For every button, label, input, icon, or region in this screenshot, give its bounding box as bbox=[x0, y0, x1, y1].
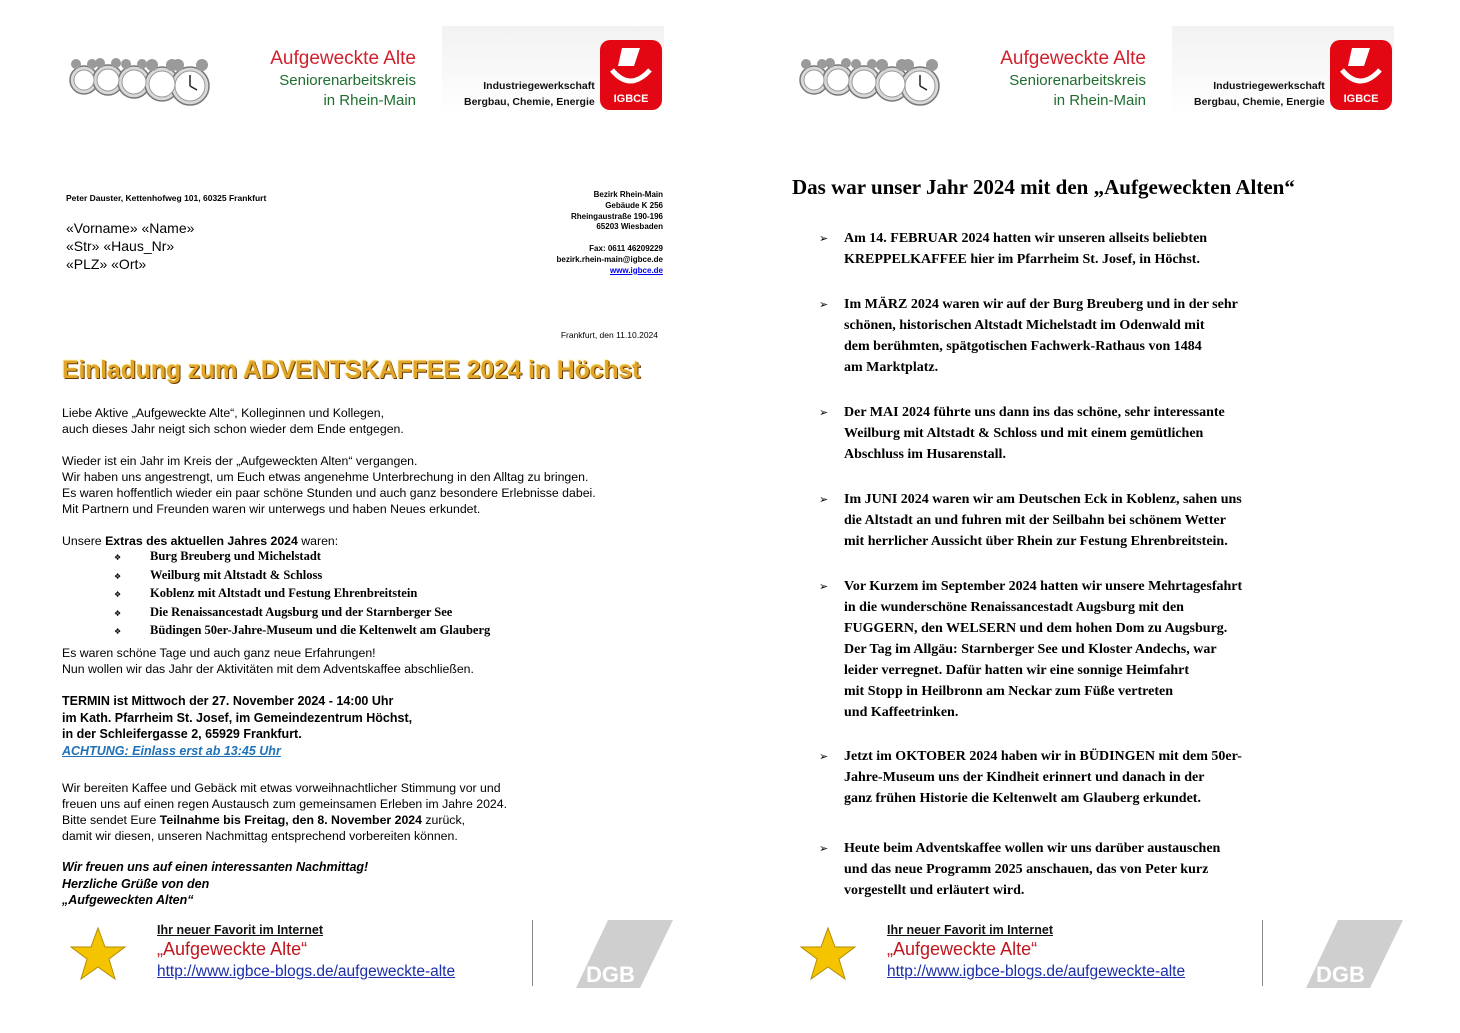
arrow-bullet-icon: ➢ bbox=[819, 750, 829, 763]
review-line: Weilburg mit Altstadt & Schloss und mit einem gemütlichen bbox=[844, 426, 1204, 441]
paragraph-line bbox=[62, 812, 507, 828]
rsvp-pre: Bitte sendet Eure bbox=[62, 813, 160, 827]
intro-paragraph bbox=[62, 453, 596, 517]
review-item bbox=[819, 746, 1324, 809]
diamond-bullet-icon: ❖ bbox=[114, 608, 122, 618]
footer-banner bbox=[792, 920, 1404, 988]
org-name-line2: Seniorenarbeitskreis bbox=[1009, 72, 1146, 89]
list-item-text: Büdingen 50er-Jahre-Museum und die Keltenwelt am Glauberg bbox=[150, 623, 491, 637]
admission-notice: ACHTUNG: Einlass erst ab 13:45 Uhr bbox=[62, 743, 281, 758]
arrow-bullet-icon: ➢ bbox=[819, 842, 829, 855]
paragraph-line: Es waren schöne Tage und auch ganz neue Erfahrungen! bbox=[62, 646, 376, 660]
review-line: und Kaffeetrinken. bbox=[844, 705, 959, 720]
dgb-logo-text: DGB bbox=[586, 962, 635, 987]
review-line: schönen, historischen Altstadt Michelstadt im Odenwald mit bbox=[844, 318, 1205, 333]
favorite-name: „Aufgeweckte Alte“ bbox=[887, 939, 1038, 959]
review-line: Jetzt im OKTOBER 2024 haben wir in BÜDINGEN mit dem 50er- bbox=[844, 749, 1242, 764]
district-line: Bezirk Rhein-Main bbox=[593, 190, 663, 199]
arrow-bullet-icon: ➢ bbox=[819, 406, 829, 419]
district-line: Rheingaustraße 190-196 bbox=[570, 211, 663, 221]
paragraph-line: Nun wollen wir das Jahr der Aktivitäten mit dem Adventskaffee abschließen. bbox=[62, 662, 474, 676]
footer-divider bbox=[1262, 920, 1263, 986]
recipient-line: «Str» «Haus_Nr» bbox=[66, 238, 175, 254]
event-address-line: in der Schleifergasse 2, 65929 Frankfurt. bbox=[62, 727, 302, 741]
igbce-logo-icon bbox=[600, 40, 662, 92]
org-name-line1: Aufgeweckte Alte bbox=[1000, 48, 1146, 69]
review-line: FUGGERN, den WELSERN und dem hohen Dom zu Augsburg. bbox=[844, 621, 1228, 636]
recipient-address bbox=[66, 219, 194, 273]
list-item-text: Burg Breuberg und Michelstadt bbox=[150, 549, 321, 563]
diamond-bullet-icon: ❖ bbox=[114, 571, 122, 581]
paragraph-line: damit wir diesen, unseren Nachmittag entsprechend vorbereiten können. bbox=[62, 829, 458, 843]
dgb-logo bbox=[1298, 920, 1403, 988]
union-name-line1: Industriegewerkschaft bbox=[483, 80, 595, 92]
paragraph-line: Wieder ist ein Jahr im Kreis der „Aufgeweckten Alten“ vergangen. bbox=[62, 454, 418, 468]
org-name-block bbox=[986, 47, 1146, 111]
list-item bbox=[114, 548, 490, 567]
recipient-line: «Vorname» «Name» bbox=[66, 220, 195, 236]
alarm-clocks-image bbox=[66, 40, 216, 116]
extras-intro-pre: Unsere bbox=[62, 534, 106, 548]
star-icon bbox=[800, 926, 856, 982]
diamond-bullet-icon: ❖ bbox=[114, 590, 122, 599]
closing-line: „Aufgeweckten Alten“ bbox=[62, 893, 194, 907]
igbce-logo-text: IGBCE bbox=[613, 93, 649, 105]
union-name bbox=[464, 78, 595, 110]
review-item bbox=[819, 294, 1324, 378]
review-title: Das war unser Jahr 2024 mit den „Aufgeweckten Alten“ bbox=[792, 175, 1295, 199]
extras-list bbox=[114, 548, 490, 641]
review-item bbox=[819, 402, 1324, 465]
arrow-bullet-icon: ➢ bbox=[819, 232, 829, 245]
review-line: dem berühmten, spätgotischen Fachwerk-Rathaus von 1484 bbox=[844, 339, 1202, 354]
footer-divider bbox=[532, 920, 533, 986]
review-line: KREPPELKAFFEE hier im Pfarrheim St. Josef, in Höchst. bbox=[844, 252, 1200, 267]
paragraph-line: Liebe Aktive „Aufgeweckte Alte“, Kolleginnen und Kollegen, bbox=[62, 406, 384, 420]
closing-line: Wir freuen uns auf einen interessanten Nachmittag! bbox=[62, 860, 369, 874]
review-line: Vor Kurzem im September 2024 hatten wir unsere Mehrtagesfahrt bbox=[844, 579, 1243, 594]
district-fax: Fax: 0611 46209229 bbox=[589, 243, 663, 253]
diamond-bullet-icon: ❖ bbox=[114, 627, 122, 636]
review-line: ganz frühen Historie die Keltenwelt am Glauberg erkundet. bbox=[844, 791, 1201, 806]
review-line: Der Tag im Allgäu: Starnberger See und Kloster Andechs, war bbox=[844, 642, 1217, 657]
review-item bbox=[819, 228, 1324, 270]
list-item-text: Koblenz mit Altstadt und Festung Ehrenbreitstein bbox=[150, 586, 418, 600]
list-item bbox=[114, 604, 490, 623]
union-name-line1: Industriegewerkschaft bbox=[1213, 80, 1325, 92]
extras-intro bbox=[62, 533, 338, 549]
footer-banner bbox=[62, 920, 674, 988]
district-spacer bbox=[480, 233, 663, 244]
review-line: Abschluss im Husarenstall. bbox=[844, 447, 1006, 462]
org-name-line1: Aufgeweckte Alte bbox=[270, 48, 416, 69]
event-details bbox=[62, 693, 412, 759]
paragraph-line: Wir bereiten Kaffee und Gebäck mit etwas vorweihnachtlicher Stimmung vor und bbox=[62, 781, 501, 795]
district-address bbox=[480, 190, 663, 276]
invitation-title: Einladung zum ADVENTSKAFFEE 2024 in Höchst bbox=[62, 356, 641, 384]
review-page bbox=[730, 0, 1460, 1033]
arrow-bullet-icon: ➢ bbox=[819, 298, 829, 311]
diamond-bullet-icon: ❖ bbox=[114, 553, 122, 562]
review-line: die Altstadt an und fuhren mit der Seilbahn bei schönem Wetter bbox=[844, 513, 1226, 528]
review-line: Heute beim Adventskaffee wollen wir uns darüber austauschen bbox=[844, 841, 1221, 856]
summary-paragraph bbox=[62, 645, 474, 677]
org-name-line3: in Rhein-Main bbox=[1053, 92, 1146, 109]
favorite-name: „Aufgeweckte Alte“ bbox=[157, 939, 308, 959]
paragraph-line: Wir haben uns angestrengt, um Euch etwas angenehme Unterbrechung in den Alltag zu bringen. bbox=[62, 470, 589, 484]
closing-line: Herzliche Grüße von den bbox=[62, 876, 210, 891]
review-line: leider verregnet. Dafür hatten wir eine sonnige Heimfahrt bbox=[844, 663, 1190, 678]
list-item bbox=[114, 567, 490, 586]
list-item-text: Die Renaissancestadt Augsburg und der Starnberger See bbox=[150, 604, 453, 619]
org-name-line3: in Rhein-Main bbox=[323, 92, 416, 109]
review-item bbox=[819, 576, 1324, 723]
review-line: Im JUNI 2024 waren wir am Deutschen Eck in Koblenz, sahen uns bbox=[844, 492, 1242, 507]
rsvp-paragraph bbox=[62, 780, 507, 844]
rsvp-post: zurück, bbox=[421, 813, 466, 827]
dgb-logo bbox=[568, 920, 673, 988]
review-item bbox=[819, 838, 1324, 901]
extras-intro-post: waren: bbox=[297, 534, 339, 548]
union-name bbox=[1194, 78, 1325, 110]
letter-date: Frankfurt, den 11.10.2024 bbox=[560, 330, 658, 340]
igbce-header bbox=[1172, 26, 1394, 116]
paragraph-line: auch dieses Jahr neigt sich schon wieder dem Ende entgegen. bbox=[62, 422, 404, 436]
igbce-logo bbox=[1330, 40, 1392, 110]
favorite-label: Ihr neuer Favorit im Internet bbox=[157, 923, 324, 937]
extras-intro-bold: Extras des aktuellen Jahres 2024 bbox=[105, 534, 298, 548]
recipient-line: «PLZ» «Ort» bbox=[66, 256, 147, 272]
greeting-paragraph bbox=[62, 405, 404, 437]
igbce-logo bbox=[600, 40, 662, 110]
review-item bbox=[819, 489, 1324, 552]
paragraph-line: Es waren hoffentlich wieder ein paar schöne Stunden und auch ganz besondere Erlebnisse dabei. bbox=[62, 486, 596, 500]
district-line: 65203 Wiesbaden bbox=[596, 222, 663, 232]
igbce-logo-icon bbox=[1330, 40, 1392, 92]
arrow-bullet-icon: ➢ bbox=[819, 493, 829, 506]
event-date-line: TERMIN ist Mittwoch der 27. November 2024 - 14:00 Uhr bbox=[62, 694, 394, 708]
review-line: und das neue Programm 2025 anschauen, das von Peter kurz bbox=[844, 862, 1209, 877]
list-item bbox=[114, 585, 490, 604]
org-name-line2: Seniorenarbeitskreis bbox=[279, 72, 416, 89]
star-icon bbox=[70, 926, 126, 982]
blog-url-link[interactable]: http://www.igbce-blogs.de/aufgeweckte-alte bbox=[157, 963, 456, 980]
blog-url-link[interactable]: http://www.igbce-blogs.de/aufgeweckte-alte bbox=[887, 963, 1186, 980]
org-name-block bbox=[256, 47, 416, 111]
union-name-line2: Bergbau, Chemie, Energie bbox=[1194, 96, 1325, 108]
arrow-bullet-icon: ➢ bbox=[819, 580, 829, 593]
list-item-text: Weilburg mit Altstadt & Schloss bbox=[150, 567, 323, 582]
igbce-logo-text: IGBCE bbox=[1343, 93, 1379, 105]
dgb-logo-text: DGB bbox=[1316, 962, 1365, 987]
review-line: Der MAI 2024 führte uns dann ins das schöne, sehr interessante bbox=[844, 405, 1225, 420]
review-line: Am 14. FEBRUAR 2024 hatten wir unseren allseits beliebten bbox=[844, 231, 1208, 246]
union-name-line2: Bergbau, Chemie, Energie bbox=[464, 96, 595, 108]
paragraph-line: Mit Partnern und Freunden waren wir unterwegs und haben Neues erkundet. bbox=[62, 502, 481, 516]
sender-line: Peter Dauster, Kettenhofweg 101, 60325 Frankfurt bbox=[66, 193, 267, 203]
igbce-header bbox=[442, 26, 664, 116]
rsvp-deadline: Teilnahme bis Freitag, den 8. November 2024 bbox=[159, 813, 422, 827]
event-venue-line: im Kath. Pfarrheim St. Josef, im Gemeindezentrum Höchst, bbox=[62, 710, 413, 725]
review-line: vorgestellt und erläutert wird. bbox=[844, 883, 1025, 898]
district-website-link[interactable]: www.igbce.de bbox=[609, 265, 663, 275]
paragraph-line: freuen uns auf einen regen Austausch zum gemeinsamen Erleben im Jahre 2024. bbox=[62, 797, 508, 811]
closing-greeting bbox=[62, 859, 368, 909]
review-line: mit Stopp in Heilbronn am Neckar zum Füße vertreten bbox=[844, 684, 1173, 699]
alarm-clocks-image bbox=[796, 40, 946, 116]
review-line: in die wunderschöne Renaissancestadt Augsburg mit den bbox=[844, 600, 1184, 615]
review-line: am Marktplatz. bbox=[844, 360, 939, 375]
favorite-label: Ihr neuer Favorit im Internet bbox=[887, 923, 1054, 937]
list-item bbox=[114, 622, 490, 641]
review-line: Im MÄRZ 2024 waren wir auf der Burg Breuberg und in der sehr bbox=[844, 297, 1238, 312]
district-line: Gebäude K 256 bbox=[605, 200, 663, 210]
review-line: Jahre-Museum uns der Kindheit erinnert und danach in der bbox=[844, 770, 1205, 785]
district-email: bezirk.rhein-main@igbce.de bbox=[556, 254, 663, 264]
review-line: mit herrlicher Aussicht über Rhein zur Festung Ehrenbreitstein. bbox=[844, 534, 1228, 549]
